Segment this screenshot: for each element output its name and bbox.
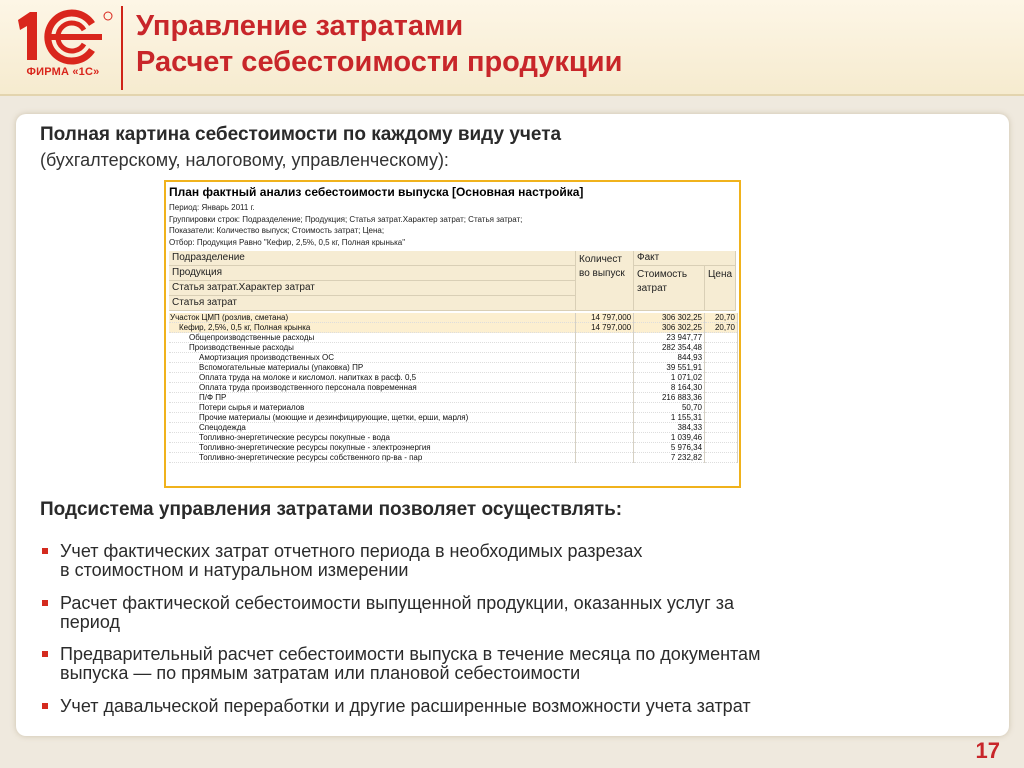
cell-price <box>705 363 738 373</box>
report-table-body <box>169 313 738 463</box>
report-title: План фактный анализ себестоимости выпуска [Основная настройка] <box>169 185 584 199</box>
header-divider <box>121 6 123 90</box>
row-header-cost-nature: Статья затрат.Характер затрат <box>169 281 576 296</box>
cell-cost: 216 883,36 <box>634 393 705 403</box>
report-meta-indicators: Показатели: Количество выпуск; Стоимость затрат; Цена; <box>169 226 385 236</box>
table-row <box>169 333 738 343</box>
cell-qty <box>576 423 634 433</box>
cell-price <box>705 373 738 383</box>
cell-label: Общепроизводственные расходы <box>169 333 576 343</box>
cell-label: Производственные расходы <box>169 343 576 353</box>
bullet-text-line1: Учет фактических затрат отчетного периода в необходимых разрезах <box>60 541 643 561</box>
cell-qty <box>576 453 634 463</box>
cell-qty <box>576 403 634 413</box>
row-header-department: Подразделение <box>169 251 576 266</box>
company-logo <box>10 8 116 88</box>
cell-qty <box>576 433 634 443</box>
cell-label: Потери сырья и материалов <box>169 403 576 413</box>
cell-cost: 306 302,25 <box>634 313 705 323</box>
col-header-cost: Стоимость затрат <box>634 266 705 311</box>
cell-cost: 23 947,77 <box>634 333 705 343</box>
table-row <box>169 363 738 373</box>
cell-cost: 8 164,30 <box>634 383 705 393</box>
cell-cost: 1 039,46 <box>634 433 705 443</box>
bullet-square-icon <box>42 548 48 554</box>
cell-label: Кефир, 2,5%, 0,5 кг, Полная крынка <box>169 323 576 333</box>
bullet-square-icon <box>42 651 48 657</box>
cell-cost: 282 354,48 <box>634 343 705 353</box>
cell-cost: 50,70 <box>634 403 705 413</box>
cell-cost: 306 302,25 <box>634 323 705 333</box>
cell-label: Топливно-энергетические ресурсы покупные - вода <box>169 433 576 443</box>
intro-title: Полная картина себестоимости по каждому виду учета <box>40 124 562 145</box>
row-header-cost-item: Статья затрат <box>169 296 576 311</box>
table-row <box>169 323 738 333</box>
bullet-square-icon <box>42 703 48 709</box>
report-meta-filter: Отбор: Продукция Равно "Кефир, 2,5%, 0,5 кг, Полная крынька" <box>169 237 406 247</box>
cell-qty <box>576 343 634 353</box>
cell-price <box>705 393 738 403</box>
cell-cost: 5 976,34 <box>634 443 705 453</box>
col-header-fact: Факт <box>634 251 736 266</box>
cell-price <box>705 443 738 453</box>
cell-price <box>705 343 738 353</box>
bullet-square-icon <box>42 600 48 606</box>
cell-qty <box>576 393 634 403</box>
table-row <box>169 423 738 433</box>
report-table <box>169 313 738 463</box>
logo-caption: ФИРМА «1С» <box>26 66 100 78</box>
bullet-text-line2: выпуска — по прямым затратам или плановой себестоимости <box>60 663 581 683</box>
slide-title-line2: Расчет себестоимости продукции <box>136 46 623 78</box>
cell-price: 20,70 <box>705 323 738 333</box>
table-row <box>169 393 738 403</box>
table-row <box>169 383 738 393</box>
cell-label: Вспомогательные материалы (упаковка) ПР <box>169 363 576 373</box>
cell-cost: 844,93 <box>634 353 705 363</box>
report-screenshot <box>164 180 741 488</box>
cell-price <box>705 413 738 423</box>
cell-price <box>705 423 738 433</box>
slide-header <box>0 0 1024 96</box>
cell-cost: 1 155,31 <box>634 413 705 423</box>
table-row <box>169 413 738 423</box>
row-header-product: Продукция <box>169 266 576 281</box>
cell-price <box>705 453 738 463</box>
cell-qty <box>576 413 634 423</box>
cell-label: Топливно-энергетические ресурсы собственного пр-ва - пар <box>169 453 576 463</box>
table-row <box>169 433 738 443</box>
cell-label: Участок ЦМП (розлив, сметана) <box>169 313 576 323</box>
section-title: Подсистема управления затратами позволяет осуществлять: <box>40 499 623 520</box>
cell-qty <box>576 353 634 363</box>
table-row <box>169 443 738 453</box>
table-row <box>169 313 738 323</box>
slide-title-line1: Управление затратами <box>136 10 464 42</box>
col-header-qty: Количест во выпуск <box>576 251 634 311</box>
cell-qty <box>576 363 634 373</box>
cell-label: П/Ф ПР <box>169 393 576 403</box>
table-row <box>169 373 738 383</box>
cell-price <box>705 333 738 343</box>
cell-cost: 39 551,91 <box>634 363 705 373</box>
bullet-text-line2: период <box>60 612 120 632</box>
cell-price <box>705 353 738 363</box>
cell-cost: 7 232,82 <box>634 453 705 463</box>
intro-subtitle: (бухгалтерскому, налоговому, управленческому): <box>40 150 449 170</box>
cell-cost: 384,33 <box>634 423 705 433</box>
col-header-price: Цена <box>705 266 736 311</box>
cell-cost: 1 071,02 <box>634 373 705 383</box>
table-row <box>169 403 738 413</box>
cell-label: Амортизация производственных ОС <box>169 353 576 363</box>
bullet-text-line1: Расчет фактической себестоимости выпущенной продукции, оказанных услуг за <box>60 593 734 613</box>
cell-label: Топливно-энергетические ресурсы покупные - электроэнергия <box>169 443 576 453</box>
table-row <box>169 353 738 363</box>
bullet-text-line2: в стоимостном и натуральном измерении <box>60 560 409 580</box>
report-meta-period: Период: Январь 2011 г. <box>169 203 255 212</box>
page-number: 17 <box>975 738 1000 763</box>
cell-price: 20,70 <box>705 313 738 323</box>
cell-label: Спецодежда <box>169 423 576 433</box>
cell-qty: 14 797,000 <box>576 313 634 323</box>
bullet-text-line1: Предварительный расчет себестоимости выпуска в течение месяца по документам <box>60 644 761 664</box>
cell-price <box>705 403 738 413</box>
report-meta-grouping: Группировки строк: Подразделение; Продукция; Статья затрат.Характер затрат; Статья затрат; <box>169 214 523 224</box>
cell-label: Прочие материалы (моющие и дезинфицирующие, щетки, ерши, марля) <box>169 413 576 423</box>
table-row <box>169 453 738 463</box>
cell-qty <box>576 383 634 393</box>
cell-qty <box>576 373 634 383</box>
cell-price <box>705 433 738 443</box>
cell-label: Оплата труда на молоке и кисломол. напитках в расф. 0,5 <box>169 373 576 383</box>
cell-price <box>705 383 738 393</box>
cell-qty <box>576 443 634 453</box>
table-row <box>169 343 738 353</box>
cell-label: Оплата труда производственного персонала повременная <box>169 383 576 393</box>
cell-qty <box>576 333 634 343</box>
bullet-text-line1: Учет давальческой переработки и другие расширенные возможности учета затрат <box>60 696 751 716</box>
report-meta <box>169 202 736 248</box>
cell-qty: 14 797,000 <box>576 323 634 333</box>
logo-1c-icon <box>10 8 116 66</box>
